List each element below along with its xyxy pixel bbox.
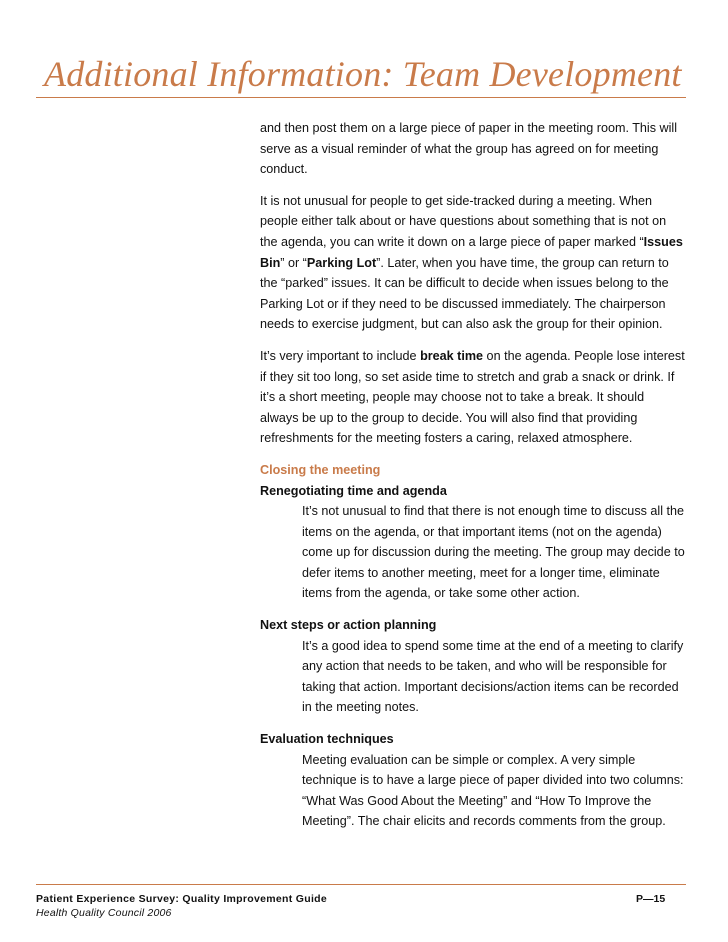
- title-divider: [36, 97, 686, 98]
- subheading-evaluation: Evaluation techniques: [260, 732, 394, 747]
- footer-organization: Health Quality Council 2006: [36, 907, 172, 919]
- subheading-next-steps: Next steps or action planning: [260, 618, 437, 633]
- page-number: P—15: [636, 893, 666, 905]
- paragraph-next-steps: It’s a good idea to spend some time at the end of a meeting to clarify any action that needs to be taken, and who will be responsible for taking that action. Important decisions/action items can be recorded in the meeting notes.: [302, 638, 684, 715]
- break-time-term: break time: [420, 348, 484, 363]
- paragraph-break-time: [260, 346, 685, 449]
- paragraph-parking-lot: [260, 191, 685, 335]
- text-fragment: ” or “: [280, 255, 307, 270]
- text-fragment: It’s very important to include: [260, 348, 421, 363]
- paragraph-evaluation: Meeting evaluation can be simple or complex. A very simple technique is to have a large piece of paper divided into two columns: “What Was Good About the Meeting” and “How To Improve the Meeting”. The chair elicits and records comments from the group.: [302, 752, 684, 829]
- text-fragment: ”. Later, when you have time, the group can return to the “parked” issues. It can be difficult to decide when issues belong to the Parking Lot or if they need to be discussed immediately. The chairperson needs to exercise judgment, but can also ask the group for their opinion.: [260, 255, 669, 332]
- section-heading-closing: Closing the meeting: [260, 462, 381, 477]
- parking-lot-term: Parking Lot: [306, 255, 377, 270]
- page-title: Additional Information: Team Development: [44, 54, 682, 94]
- issues-bin-term: Issues Bin: [260, 234, 683, 270]
- paragraph-ground-rules: and then post them on a large piece of paper in the meeting room. This will serve as a visual reminder of what the group has agreed on for meeting conduct.: [260, 121, 678, 177]
- paragraph-renegotiating: It’s not unusual to find that there is not enough time to discuss all the items on the agenda, or that important items (not on the agenda) come up for discussion during the meeting. The group may decide to defer items to another meeting, meet for a longer time, eliminate items from the agenda, or take some other action.: [302, 504, 685, 601]
- text-fragment: on the agenda. People lose interest if they sit too long, so set aside time to stretch and grab a snack or drink. If it’s a short meeting, people may choose not to take a break. It should always be up to the group to decide. You will also find that providing refreshments for the meeting fosters a caring, relaxed atmosphere.: [260, 348, 685, 446]
- footer-guide-title: Patient Experience Survey: Quality Improvement Guide: [36, 893, 328, 905]
- main-content: [260, 118, 685, 843]
- subheading-renegotiating: Renegotiating time and agenda: [260, 483, 447, 498]
- footer-info: [36, 892, 327, 920]
- text-fragment: It is not unusual for people to get side-tracked during a meeting. When people either talk about or have questions about something that is not on the agenda, you can write it down on a large piece of paper marked “: [260, 193, 667, 249]
- footer-divider: [36, 884, 686, 885]
